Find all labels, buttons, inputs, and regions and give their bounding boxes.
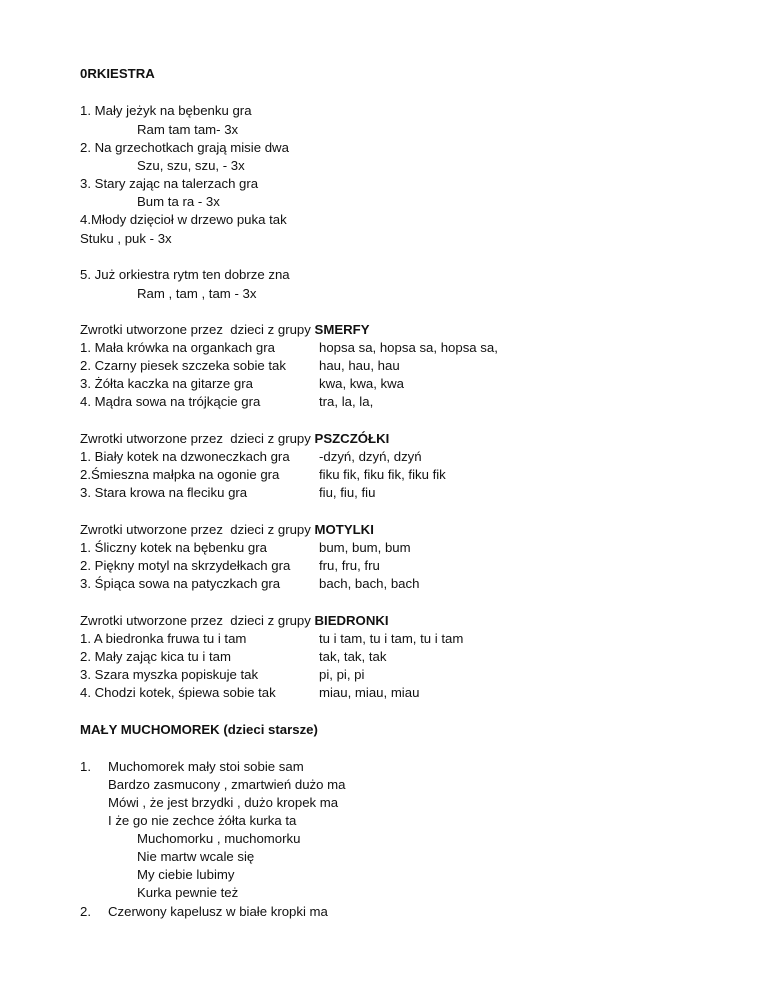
song-title-muchomorek: MAŁY MUCHOMOREK (dzieci starsze) (80, 722, 318, 737)
group-name: BIEDRONKI (314, 613, 389, 628)
verse-line: Stuku , puk - 3x (80, 231, 172, 246)
group-name: SMERFY (314, 322, 370, 337)
verse-line: 3. Szara myszka popiskuje tak (80, 667, 259, 682)
verse-line: 1. A biedronka fruwa tu i tam (80, 631, 247, 646)
verse-sound: miau, miau, miau (319, 685, 420, 700)
verse-sound: bum, bum, bum (319, 540, 411, 555)
verse-line: 2. Piękny motyl na skrzydełkach gra (80, 558, 291, 573)
verse-sound: tu i tam, tu i tam, tu i tam (319, 631, 464, 646)
verse-sound: -dzyń, dzyń, dzyń (319, 449, 422, 464)
verse-number: 2. (80, 904, 91, 919)
refrain-line: Nie martw wcale się (137, 849, 255, 864)
verse-sound: fiku fik, fiku fik, fiku fik (319, 467, 446, 482)
verse-line: 3. Stara krowa na fleciku gra (80, 485, 248, 500)
group-name: PSZCZÓŁKI (314, 431, 390, 446)
verse-sound: fiu, fiu, fiu (319, 485, 376, 500)
refrain-line: My ciebie lubimy (137, 867, 235, 882)
verse-line: Mówi , że jest brzydki , dużo kropek ma (108, 795, 339, 810)
verse-sound: tra, la, la, (319, 394, 374, 409)
group-prefix: Zwrotki utworzone przez dzieci z grupy (80, 322, 315, 337)
verse-sound: tak, tak, tak (319, 649, 387, 664)
verse-line: Bum ta ra - 3x (137, 194, 220, 209)
refrain-line: Muchomorku , muchomorku (137, 831, 301, 846)
group-prefix: Zwrotki utworzone przez dzieci z grupy (80, 522, 315, 537)
verse-line: 1. Śliczny kotek na bębenku gra (80, 540, 267, 555)
verse-line: 5. Już orkiestra rytm ten dobrze zna (80, 267, 290, 282)
group-name: MOTYLKI (314, 522, 374, 537)
verse-line: 1. Mała krówka na organkach gra (80, 340, 275, 355)
group-heading (80, 612, 389, 630)
verse-number: 1. (80, 759, 91, 774)
group-heading (80, 430, 389, 448)
verse-line: 1. Biały kotek na dzwoneczkach gra (80, 449, 290, 464)
verse-line: 4. Chodzi kotek, śpiewa sobie tak (80, 685, 276, 700)
verse-line: 2. Mały zając kica tu i tam (80, 649, 231, 664)
group-heading (80, 321, 369, 339)
verse-sound: bach, bach, bach (319, 576, 420, 591)
verse-line: Szu, szu, szu, - 3x (137, 158, 245, 173)
song-title-orkiestra: 0RKIESTRA (80, 66, 155, 81)
verse-sound: kwa, kwa, kwa (319, 376, 405, 391)
verse-line: Bardzo zasmucony , zmartwień dużo ma (108, 777, 346, 792)
verse-line: Ram tam tam- 3x (137, 122, 239, 137)
verse-sound: fru, fru, fru (319, 558, 380, 573)
verse-line: 3. Żółta kaczka na gitarze gra (80, 376, 253, 391)
group-prefix: Zwrotki utworzone przez dzieci z grupy (80, 613, 315, 628)
verse-line: 2. Na grzechotkach grają misie dwa (80, 140, 289, 155)
verse-sound: pi, pi, pi (319, 667, 365, 682)
verse-line: 2.Śmieszna małpka na ogonie gra (80, 467, 280, 482)
verse-line: 3. Stary zając na talerzach gra (80, 176, 259, 191)
group-heading (80, 521, 374, 539)
verse-line: 4.Młody dzięcioł w drzewo puka tak (80, 212, 287, 227)
verse-line: Ram , tam , tam - 3x (137, 286, 257, 301)
verse-line: Muchomorek mały stoi sobie sam (108, 759, 304, 774)
verse-line: 2. Czarny piesek szczeka sobie tak (80, 358, 286, 373)
refrain-line: Kurka pewnie też (137, 885, 239, 900)
verse-line: 4. Mądra sowa na trójkącie gra (80, 394, 261, 409)
verse-line: 1. Mały jeżyk na bębenku gra (80, 103, 252, 118)
verse-line: Czerwony kapelusz w białe kropki ma (108, 904, 328, 919)
verse-line: I że go nie zechce żółta kurka ta (108, 813, 297, 828)
verse-sound: hau, hau, hau (319, 358, 400, 373)
group-prefix: Zwrotki utworzone przez dzieci z grupy (80, 431, 315, 446)
verse-sound: hopsa sa, hopsa sa, hopsa sa, (319, 340, 498, 355)
verse-line: 3. Śpiąca sowa na patyczkach gra (80, 576, 281, 591)
